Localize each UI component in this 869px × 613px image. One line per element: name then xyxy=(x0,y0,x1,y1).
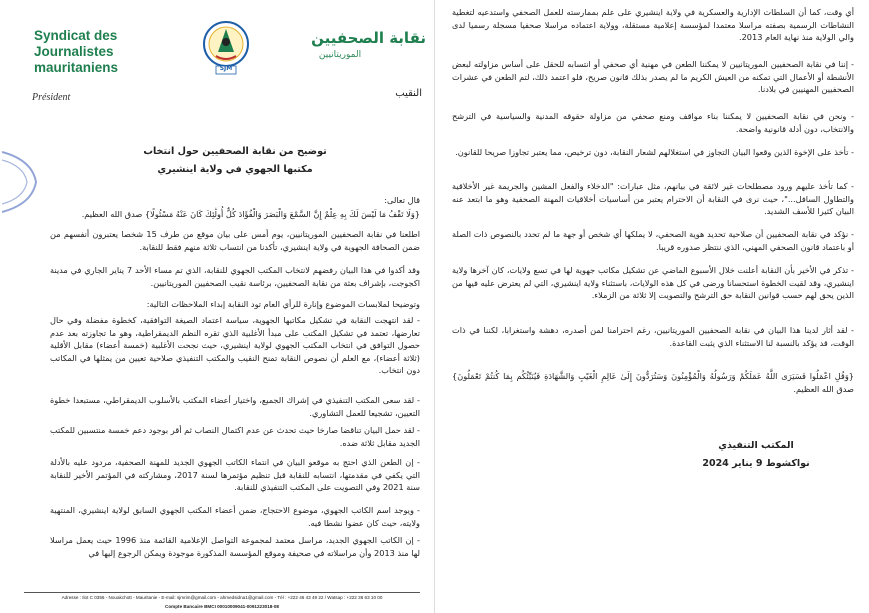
paragraph: اطلعنا في نقابة الصحفيين الموريتانيين، يوم أمس على بيان موقع من طرف 15 شخصا يعتبرون أنفسهم من ضمن الصحافة الجهوية في ولاية اينشيري، تأكدنا من انتساب ثلاثة منهم فقط للنقابة. xyxy=(50,229,420,252)
footer-contact: Adresse : Ilot C 0356 - Nouakchott - Mauritanie - E-mail: sjmrim@gmail.com - ahmedsidna1@gmail.com - Tél : +222 46 43 49 22 / Watsap : +222 36 63 10 00 xyxy=(61,595,383,600)
org-name-arabic-sub: الموريتانيين xyxy=(318,50,362,60)
paragraph: - ونحن في نقابة الصحفيين لا يمكننا بناء مواقف ومنع صحفي من مزاولة حقوقه المدنية والسياسية في الترشح والانتخاب، دون أدلة قانونية واضحة. xyxy=(452,111,854,134)
paragraph: - إننا في نقابة الصحفيين الموريتانيين لا يمكننا الطعن في مهنية أي صحفي أو انتسابه للحقل على أساس مزاولته لبعض الأنشطة أو الأعمال التي تمكنه من العيش الكريم ما لم يصدر بذلك قانون صريح، فلو اعتمد ذلك، لتم الطعن في عشرات الصحفيين المهنيين في بلادنا. xyxy=(452,59,854,95)
paragraph: - لقد أثار لدينا هذا البيان في نقابة الصحفيين الموريتانيين، رغم احترامنا لمن أصدره، دهشة واستغرابا، لكننا في ذات الوقت، قد يؤكد بالنسبة لنا الاستثناء الذي يثبت القاعدة. xyxy=(452,325,854,348)
paragraph: - كما تأخذ عليهم ورود مصطلحات غير لائقة في بيانهم، مثل عبارات: "الدخلاء والفعل المشين والجريمة غير الأخلاقية والتطاول السافل..."، حيث نرى في النقابة أن الاحترام يعتبر من أساسيات أخلاقيات المهنة الصحفية وهو ما ابتعد عنه البيان كثيرا للأسف الشديد. xyxy=(452,181,854,217)
paragraph: - لقد انتهجت النقابة في تشكيل مكاتبها الجهوية، سياسة اعتماد الصيغة التوافقية، كخطوة مفضلة وفي حال تعارضها، تعتمد في تشكيل المكتب على مبدأ الأغلبية الذي تقره النظم الديمقراطية، وهو ما تجاوزته بعد عدم حصول التوافق في انتخاب المكتب الجهوي لولاية اينشيري، حيث نجحت الأغلبية (خمسة أعضاء) مقابل الأقلية (ثلاثة أعضاء)، مع العلم أن نصوص النقابة تمنح النقيب والمكتب التنفيذي صلاحية تعيين من يمثلها في المكاتب دون انتخاب. xyxy=(50,315,420,376)
paragraph: - لقد حمل البيان تناقضا صارخا حيث تحدث عن عدم اكتمال النصاب ثم أقر بوجود دعم خمسة منتسبين للمكتب الجديد مقابل ثلاثة ضده. xyxy=(50,425,420,448)
paragraph: - ويوجد اسم الكاتب الجهوي، موضوع الاحتجاج، ضمن أعضاء المكتب الجهوي السابق لولاية اينشيري، المنتهية ولايته، حيث كان عضوا نشطا فيه. xyxy=(50,505,420,528)
paragraph: - لقد سعى المكتب التنفيذي في إشراك الجميع، واختيار أعضاء المكتب بالأسلوب الديمقراطي، مستبعدا خطوة التعيين، تشجيعا للعمل التشاوري. xyxy=(50,395,420,418)
paragraph: - نؤكد في نقابة الصحفيين أن صلاحية تحديد هوية الصحفي، لا يملكها أي شخص أو جهة ما لم تحدد بالنصوص ذات الصلة أو باعتماد قانون الصحفي المهني، الذي ننتظر صدوره قريبا. xyxy=(452,229,854,252)
document-page-right xyxy=(436,0,869,613)
paragraph: قال تعالى: xyxy=(384,195,420,205)
paragraph: - إن الطعن الذي احتج به موقعو البيان في انتماء الكاتب الجهوي الجديد للمهنة الصحفية، مردود عليه بالأدلة التي يكفي في مقدمتها، انتسابه للنقابة قبل تنظيم مؤتمرها لسنة 2017، ومشاركته في المؤتمر الأخير للنقابة سنة 2021 وفي التصويت على المكتب التنفيذي للنقابة. xyxy=(50,457,421,493)
document-title-line2: مكتبها الجهوي في ولاية اينشيري xyxy=(157,164,313,175)
paragraph: وقد أكدوا في هذا البيان رفضهم لانتخاب المكتب الجهوي للنقابة، الذي تم مساء الأحد 7 يناير الجاري في مدينة اكجوجت، بإشراف بعثة من نقابة الصحفيين، برئاسة نقيب الصحفيين الموريتانيين. xyxy=(50,265,420,288)
paragraph: - تذكر في الأخير بأن النقابة أعلنت خلال الأسبوع الماضي عن تشكيل مكاتب جهوية لها في تسع ولايات، كان آخرها ولاية اينشيري، وقد لقيت الخطوة استحسانا ورضى في كل هذه الولايات، باستثناء ولاية اينشيري، التي لم يعترض عليه فيها من الذين يحق لهم حسب قوانين النقابة حق الترشح والتصويت إلا ثلاثة من الزملاء. xyxy=(452,265,854,301)
role-president-ar: النقيب xyxy=(395,88,422,99)
paragraph: وتوضيحا لملابسات الموضوع وإنارة للرأي العام تود النقابة إبداء الملاحظات التالية: xyxy=(146,299,420,309)
signature-block: المكتب التنفيذي xyxy=(718,440,794,451)
role-president-fr: Président xyxy=(32,92,71,103)
logo-abbreviation: SJM xyxy=(219,65,233,72)
official-stamp-icon xyxy=(2,150,42,214)
document-date: نواكشوط 9 يناير 2024 xyxy=(702,458,810,469)
org-name-french: Syndicat des Journalistes mauritaniens xyxy=(34,28,119,75)
paragraph: - تأخذ على الإخوة الذين وقعوا البيان التجاوز في استغلالهم لشعار النقابة، دون ترخيص، مما يعتبر تجاوزا صريحا للقانون. xyxy=(455,147,854,157)
paragraph: أي وقت، كما أن السلطات الإدارية والعسكرية في ولاية اينشيري على علم بممارسته للعمل الصحفي واستدعيه لتغطية النشاطات الرسمية بصفته مراسلا معتمدا لمؤسسة إعلامية مستقلة، وولاية اعتماده مراسلا صحفيا مسجلة رسميا لدى والي الولاية منذ نهاية العام 2013. xyxy=(452,7,854,43)
org-name-arabic: نقابة الصحفيين xyxy=(311,29,426,47)
quran-verse: {وَقُلِ اعْمَلُوا فَسَيَرَى اللَّهُ عَمَلَكُمْ وَرَسُولُهُ وَالْمُؤْمِنُونَ وَسَتُرَدُّونَ إِلَىٰ عَالِمِ الْغَيْبِ وَالشَّهَادَةِ فَيُنَبِّئُكُم بِمَا كُنتُمْ تَعْمَلُونَ} صدق الله العظيم. xyxy=(452,371,854,394)
footer-divider xyxy=(24,592,420,593)
quran-verse: {وَلَا تَقْفُ مَا لَيْسَ لَكَ بِهِ عِلْمٌ إِنَّ السَّمْعَ وَالْبَصَرَ وَالْفُؤَادَ كُلُّ أُولَٰئِكَ كَانَ عَنْهُ مَسْئُولًا} صدق الله العظيم. xyxy=(81,209,420,219)
paragraph: - إن الكاتب الجهوي الجديد، مراسل معتمد لمجموعة التواصل الإعلامية القائمة منذ 1996 حيث يعمل مراسلا لها منذ 2013 وأن مراسلاته في صحيفة وموقع المؤسسة المذكورة موجودة ويمكن الرجوع إليها في xyxy=(50,535,421,558)
footer-bank-account: Compte Bancaire BMCI 00010009041-0091223018-08 xyxy=(165,604,279,609)
document-title-line1: توضيح من نقابة الصحفيين حول انتخاب xyxy=(143,146,327,157)
